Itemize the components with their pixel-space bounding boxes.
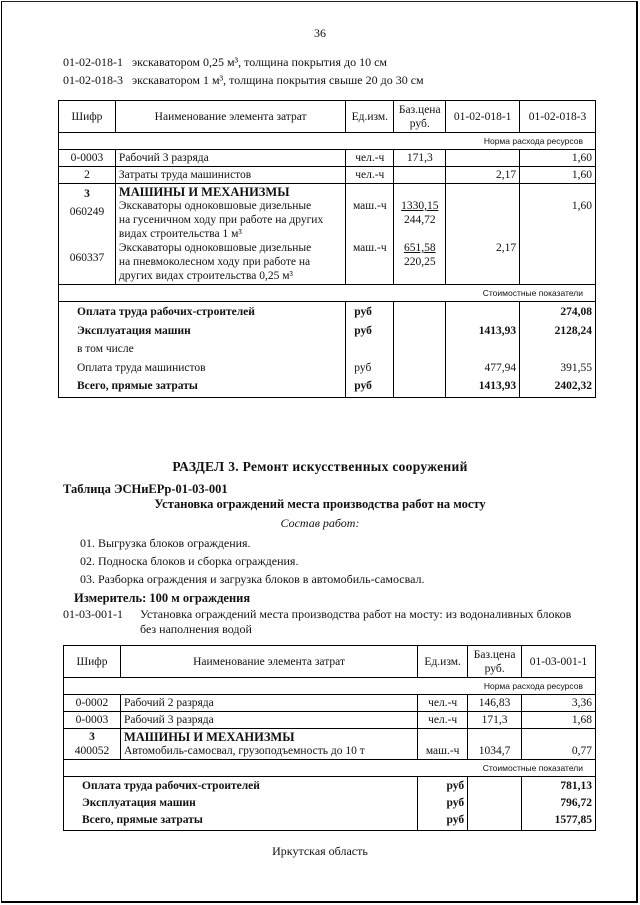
total-value-2: 2128,24 (554, 324, 592, 337)
machine-name: на гусеничном ходу при работе на других (118, 214, 324, 226)
header-text: экскаватором 0,25 м³, толщина покрытия до 10 см (132, 55, 387, 69)
col-base-price: Баз.цена руб. (468, 646, 522, 678)
machine-name: других видах строительства 0,25 м³ (118, 270, 293, 282)
col-code: Шифр (64, 646, 121, 678)
work-caption: Состав работ: (280, 516, 360, 530)
header-line-1 (63, 55, 387, 70)
total-value-1: 781,13 (560, 780, 592, 792)
work-item: 02. Подноска блоков и сборка ограждения. (80, 554, 299, 568)
table-row (59, 167, 596, 184)
total-unit: руб (354, 324, 372, 337)
col-base-price: Баз.цена руб. (394, 101, 446, 133)
norm-caption: Норма расхода ресурсов (59, 133, 596, 150)
col-unit: Ед.изм. (418, 646, 468, 678)
cell-price (394, 167, 446, 184)
total-label: Оплата труда рабочих-строителей (82, 780, 260, 792)
page-number: 36 (314, 26, 326, 40)
total-label: Всего, прямые затраты (77, 380, 198, 392)
machine-unit: маш.-ч (352, 242, 387, 254)
total-value-1: 477,94 (484, 361, 517, 374)
machine-value-1: 2,17 (495, 242, 517, 254)
total-label: в том числе (77, 343, 134, 355)
work-item: 01. Выгрузка блоков ограждения. (80, 536, 251, 550)
total-unit: руб (446, 797, 465, 809)
machine-price-wage: 244,72 (403, 214, 436, 226)
machine-name: Автомобиль-самосвал, грузоподъемность до 10 т (123, 745, 365, 757)
item-text-2: без наполнения водой (140, 622, 252, 636)
table-row (64, 712, 596, 729)
cost-caption: Стоимостные показатели (64, 760, 596, 777)
total-unit: руб (446, 780, 465, 792)
machines-code: 3 (89, 731, 95, 743)
header-text: экскаватором 1 м³, толщина покрытия свыше 20 до 30 см (132, 73, 424, 87)
cell-name: Рабочий 2 разряда (120, 695, 417, 712)
total-label: Всего, прямые затраты (82, 814, 203, 826)
machine-code: 060337 (69, 252, 105, 264)
col-unit: Ед.изм. (346, 101, 394, 133)
item-text-1: Установка ограждений места производства работ на мосту: из водоналивных блоков (140, 607, 572, 621)
col-name: Наименование элемента затрат (120, 646, 417, 678)
total-value-1: 1577,85 (554, 814, 592, 826)
cell-unit: чел.-ч (346, 167, 394, 184)
cell-name: Рабочий 3 разряда (120, 712, 417, 729)
cell-value-1: 3,36 (522, 695, 596, 712)
totals-block (64, 777, 596, 831)
machines-title: МАШИНЫ И МЕХАНИЗМЫ (123, 730, 295, 744)
cell-name: Затраты труда машинистов (115, 167, 345, 184)
machines-code: 3 (84, 188, 90, 200)
cell-value-1: 2,17 (446, 167, 520, 184)
machine-price-wage: 220,25 (403, 256, 436, 268)
col-name: Наименование элемента затрат (115, 101, 345, 133)
norm-caption: Норма расхода ресурсов (64, 678, 596, 695)
cell-code: 2 (59, 167, 116, 184)
machine-name: Экскаваторы одноковшовые дизельные (118, 200, 312, 212)
total-value-2: 274,08 (560, 306, 592, 318)
machine-price: 651,58 (403, 242, 436, 254)
total-unit: руб (354, 306, 372, 318)
header-line-2 (63, 73, 424, 88)
item-code: 01-03-001-1 (63, 607, 123, 621)
cell-price: 171,3 (394, 150, 446, 167)
cell-unit: чел.-ч (346, 150, 394, 167)
machine-value-1: 0,77 (571, 745, 592, 757)
col-rate-1: 01-03-001-1 (522, 646, 596, 678)
resource-table-2 (63, 645, 596, 831)
machines-title: МАШИНЫ И МЕХАНИЗМЫ (118, 185, 290, 199)
machine-value-2: 1,60 (571, 200, 592, 212)
machine-price: 1034,7 (478, 745, 511, 757)
table-row (64, 695, 596, 712)
total-label: Эксплуатация машин (82, 797, 196, 809)
cell-code: 0-0002 (64, 695, 121, 712)
table-subtitle: Установка ограждений места производства работ на мосту (154, 497, 486, 511)
total-unit: руб (354, 380, 372, 392)
total-value-1: 796,72 (560, 797, 592, 809)
col-rate-1: 01-02-018-1 (446, 101, 520, 133)
meter: Измеритель: 100 м ограждения (74, 591, 251, 605)
machine-price: 1330,15 (401, 200, 439, 212)
resource-table-1 (58, 100, 596, 398)
footer-region: Иркутская область (272, 844, 368, 858)
total-value-1: 1413,93 (478, 380, 517, 392)
total-value-2: 391,55 (560, 361, 592, 374)
total-label: Оплата труда машинистов (77, 361, 206, 374)
cell-value-2: 1,60 (520, 167, 596, 184)
machine-name: видах строительства 1 м³ (118, 228, 242, 240)
cell-unit: чел.-ч (418, 695, 468, 712)
cell-code: 0-0003 (64, 712, 121, 729)
total-value-1: 1413,93 (478, 324, 517, 337)
cell-price: 171,3 (468, 712, 522, 729)
table-row (59, 150, 596, 167)
header-code: 01-02-018-3 (63, 73, 123, 87)
total-label: Оплата труда рабочих-строителей (77, 306, 255, 318)
table-label: Таблица ЭСНиЕРр-01-03-001 (63, 482, 228, 496)
cell-value-1: 1,68 (522, 712, 596, 729)
cell-value-1 (446, 150, 520, 167)
cell-unit: чел.-ч (418, 712, 468, 729)
section-title: РАЗДЕЛ 3. Ремонт искусственных сооружений (172, 459, 468, 474)
header-code: 01-02-018-1 (63, 55, 123, 69)
cell-name: Рабочий 3 разряда (115, 150, 345, 167)
machine-code: 400052 (74, 745, 110, 757)
cost-caption: Стоимостные показатели (59, 285, 596, 302)
machines-block (64, 729, 596, 760)
col-rate-2: 01-02-018-3 (520, 101, 596, 133)
total-unit: руб (446, 814, 465, 826)
machine-unit: маш.-ч (352, 200, 387, 212)
cell-price: 146,83 (468, 695, 522, 712)
col-code: Шифр (59, 101, 116, 133)
total-value-2: 2402,32 (554, 380, 592, 392)
machine-name: на пневмоколесном ходу при работе на (118, 256, 311, 268)
total-unit: руб (354, 361, 372, 374)
total-label: Эксплуатация машин (77, 324, 191, 337)
work-item: 03. Разборка ограждения и загрузка блоков в автомобиль-самосвал. (80, 572, 425, 586)
machines-block (59, 184, 596, 285)
machine-name: Экскаваторы одноковшовые дизельные (118, 242, 312, 254)
totals-block (59, 302, 596, 398)
cell-value-2: 1,60 (520, 150, 596, 167)
machine-code: 060249 (69, 206, 105, 218)
machine-unit: маш.-ч (425, 745, 460, 757)
cell-code: 0-0003 (59, 150, 116, 167)
